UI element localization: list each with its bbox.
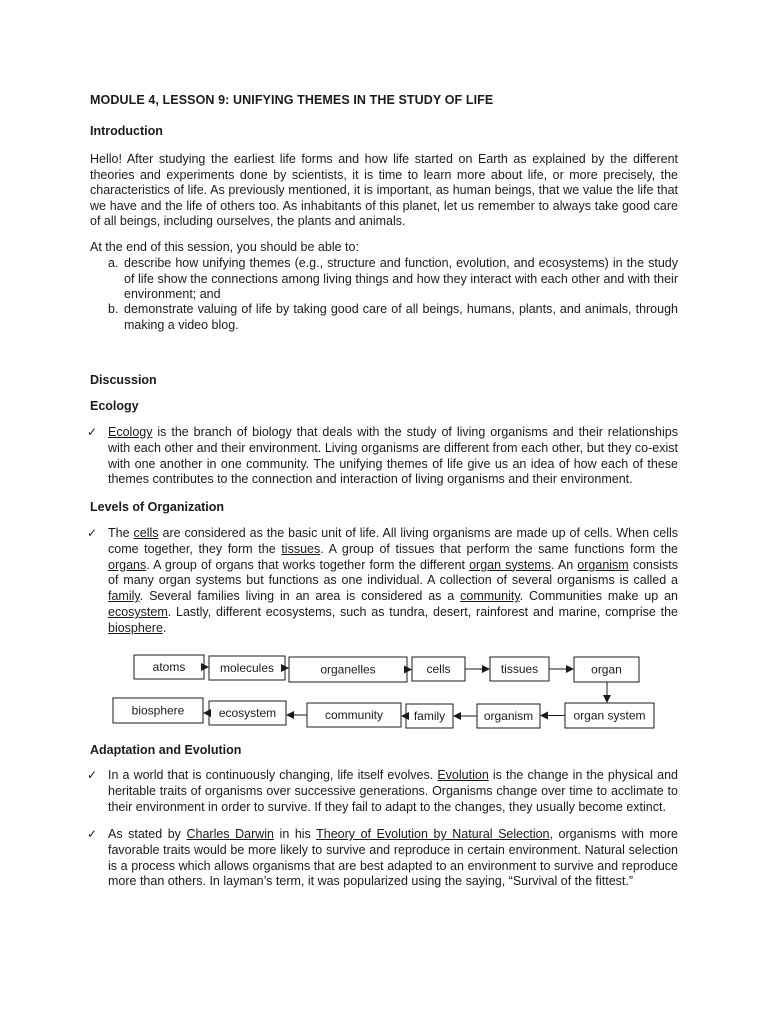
underlined-term: community — [460, 589, 520, 604]
flow-boxes — [113, 655, 654, 728]
objective-letter: a. — [108, 256, 119, 270]
underlined-term: family — [108, 589, 140, 604]
flow-box-molecules — [209, 656, 285, 680]
text-segment: , organisms with more favorable traits would be more likely to survive and reproduce in certain environment. Natural selection is a process which allows organisms that are best adapted to an environment to survive and reproduce more than others. In layman’s term, it was popularized using the saying, “Survival of the fittest.” — [108, 827, 678, 889]
flow-box-label: organ system — [573, 708, 646, 723]
adaptation-heading: Adaptation and Evolution — [90, 743, 242, 757]
flow-box-label: biosphere — [131, 703, 185, 718]
objective-text: describe how unifying themes (e.g., structure and function, evolution, and ecosystems) in the study of life show the connections among living things and how they interact with each other and with their environment; and — [124, 256, 678, 302]
checkmark-icon: ✓ — [87, 827, 98, 841]
text-segment: . A group of tissues that perform the same functions form the — [320, 541, 678, 556]
darwin-bullet-text — [108, 827, 678, 890]
flow-box-community — [307, 703, 401, 727]
underlined-term: organ systems — [469, 557, 552, 572]
flow-box-label: organism — [483, 709, 534, 723]
underlined-term: organism — [577, 557, 629, 572]
objectives-intro: At the end of this session, you should be able to: — [90, 240, 359, 254]
checkmark-icon: ✓ — [87, 425, 98, 439]
text-segment: As stated by — [108, 827, 187, 841]
discussion-heading: Discussion — [90, 373, 157, 387]
document-title: MODULE 4, LESSON 9: UNIFYING THEMES IN THE STUDY OF LIFE — [90, 93, 494, 107]
flow-box-organism — [477, 704, 540, 728]
underlined-term: tissues — [281, 541, 321, 556]
text-segment: . A group of organs that works together form the different — [146, 557, 470, 572]
levels-heading: Levels of Organization — [90, 500, 225, 514]
ecology-heading: Ecology — [90, 399, 139, 413]
ecology-definition: is the branch of biology that deals with the study of living organisms and their relationships with each other and their environment. Living organisms are different from each other, but they co-exist with one another in one community. The unifying themes of life give us an idea of how each of these themes contributes to the connection and interaction of living organisms and their environment. — [108, 425, 678, 487]
flow-box-family — [406, 704, 453, 728]
flow-box-label: molecules — [219, 661, 275, 675]
text-segment: The — [108, 526, 134, 540]
evolution-bullet-text — [108, 768, 678, 815]
underlined-term: biosphere — [108, 620, 163, 635]
underlined-term: Evolution — [437, 768, 489, 782]
introduction-paragraph: Hello! After studying the earliest life forms and how life started on Earth as explained by the different theories and experiments done by scientists, it is time to learn more about life, or more precisely, the characteristics of life. As previously mentioned, it is important, as human beings, that we value the life that we have and the life of others too. As inhabitants of this planet, let us remember to always take good care of all beings, including ourselves, the plants and animals. — [90, 152, 678, 229]
flow-box-organ — [574, 657, 639, 682]
checkmark-icon: ✓ — [87, 768, 98, 782]
text-segment: . Communities make up an — [519, 589, 678, 604]
flow-box-label: community — [324, 708, 384, 722]
text-segment: . An — [551, 557, 578, 572]
flow-box-biosphere — [113, 698, 203, 723]
text-segment: is the change in the physical and heritable traits of organisms over successive generations. Organisms change over time to acclimate to their environment in order to survive. If they fail to adapt to the changes, they usually become extinct. — [108, 768, 678, 814]
flow-box-organ-system — [565, 703, 654, 728]
darwin-bullet — [87, 827, 678, 890]
text-segment: consists of many organ systems but functions as one individual. A collection of several organisms is called a — [108, 557, 678, 588]
text-segment: . Several families living in an area is considered as a — [139, 589, 461, 604]
ecology-term: Ecology — [108, 425, 153, 439]
text-segment: are considered as the basic unit of life. All living organisms are made up of cells. When cells come together, they form the — [108, 526, 679, 556]
flow-box-tissues — [490, 657, 549, 681]
underlined-term: Charles Darwin — [186, 827, 274, 841]
text-segment: in his — [274, 827, 317, 841]
flow-box-label: ecosystem — [218, 706, 277, 720]
flow-box-label: organelles — [320, 662, 376, 677]
underlined-term: cells — [133, 526, 159, 540]
checkmark-icon: ✓ — [87, 526, 98, 540]
flow-box-atoms — [134, 655, 204, 679]
flow-box-label: cells — [426, 662, 451, 676]
text-segment: . Lastly, different ecosystems, such as tundra, desert, rainforest and marine, comprise the — [167, 604, 678, 619]
flow-box-label: tissues — [500, 662, 539, 676]
flow-box-label: family — [413, 709, 446, 723]
flow-box-ecosystem — [209, 701, 286, 725]
underlined-term: organs — [108, 557, 147, 572]
evolution-bullet — [87, 768, 678, 815]
flow-box-organelles — [289, 657, 407, 682]
text-segment: In a world that is continuously changing, life itself evolves. — [108, 768, 438, 782]
underlined-term: ecosystem — [108, 604, 168, 619]
flow-box-label: atoms — [152, 660, 186, 674]
introduction-heading: Introduction — [90, 124, 163, 138]
flow-box-cells — [412, 657, 465, 681]
flow-box-label: organ — [591, 662, 622, 677]
objective-text: demonstrate valuing of life by taking good care of all beings, humans, plants, and animals, through making a video blog. — [124, 302, 678, 332]
text-segment: . — [162, 620, 167, 635]
objective-letter: b. — [108, 302, 119, 316]
underlined-term: Theory of Evolution by Natural Selection — [316, 827, 550, 841]
